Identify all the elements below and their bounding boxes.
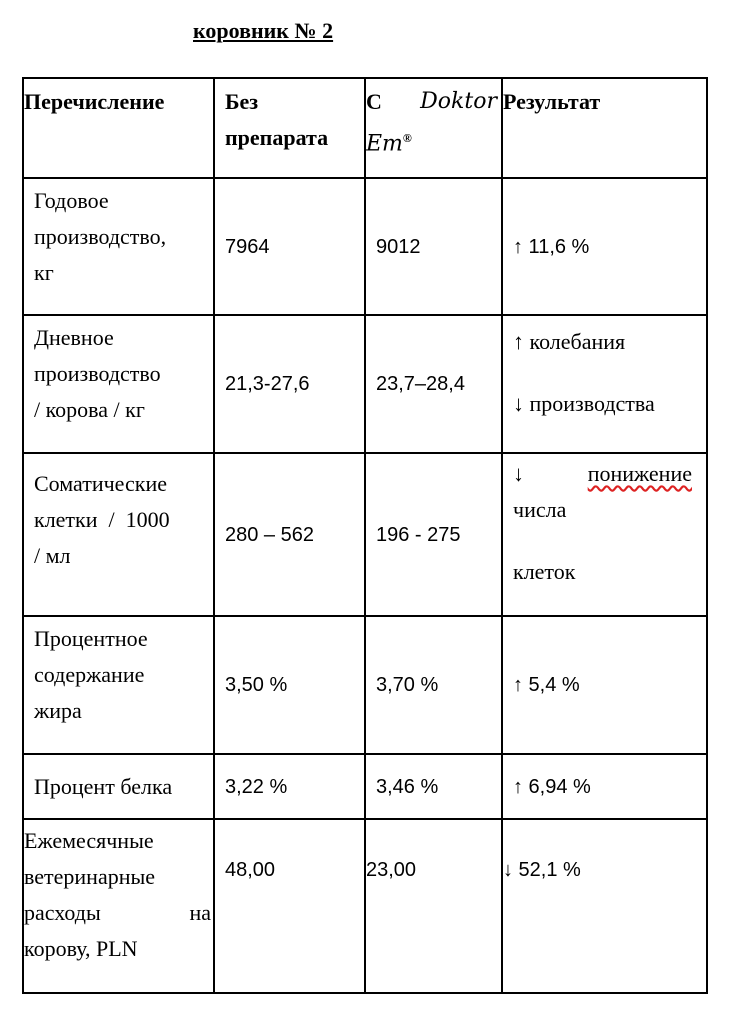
result-line: числа — [513, 497, 567, 522]
header-line — [366, 84, 501, 120]
header-cell-result — [502, 78, 707, 178]
row-label — [23, 453, 214, 616]
header-cell-with — [365, 78, 502, 178]
header-cell-without — [214, 78, 365, 178]
header-label: препарата — [225, 125, 329, 150]
value-without: 7964 — [214, 178, 365, 315]
result-line: ↑ колебания — [513, 329, 626, 354]
value-without: 21,3-27,6 — [214, 315, 365, 453]
label-line: клетки / 1000 — [34, 507, 170, 532]
row-label — [23, 819, 214, 993]
brand-name: Em — [366, 131, 403, 157]
result-cell: ↑ 6,94 % — [502, 754, 707, 819]
header-label: С — [366, 89, 382, 114]
row-label — [23, 315, 214, 453]
header-label: Результат — [503, 89, 601, 114]
table-row — [23, 616, 707, 754]
label-line: кг — [34, 260, 54, 285]
header-label: Без — [225, 89, 259, 114]
result-cell: ↑ 5,4 % — [502, 616, 707, 754]
value-with: 196 - 275 — [365, 453, 502, 616]
header-line — [366, 120, 501, 162]
row-label — [23, 754, 214, 819]
label-line: корову, PLN — [24, 936, 138, 961]
table-row — [23, 315, 707, 453]
value-with: 3,70 % — [365, 616, 502, 754]
down-arrow-icon: ↓ — [513, 461, 524, 486]
label-line: Соматические — [34, 471, 167, 496]
header-label: Перечисление — [24, 89, 165, 114]
header-cell-enumeration — [23, 78, 214, 178]
table-row — [23, 178, 707, 315]
label-line: производство, — [34, 224, 167, 249]
brand-name: Doktor — [420, 89, 497, 114]
value-with: 3,46 % — [365, 754, 502, 819]
result-line — [513, 456, 706, 492]
result-line: клеток — [513, 559, 576, 584]
result-cell — [502, 315, 707, 453]
row-label — [23, 616, 214, 754]
value-without: 48,00 — [214, 819, 365, 993]
result-word: понижение — [587, 461, 692, 486]
value-without: 3,22 % — [214, 754, 365, 819]
label-line: / корова / кг — [34, 397, 145, 422]
label-line: Процент белка — [34, 773, 173, 799]
label-line: Дневное — [34, 325, 114, 350]
label-word: на — [189, 900, 211, 925]
label-line: Ежемесячные — [24, 828, 154, 853]
registered-mark: ® — [402, 131, 412, 145]
table-row — [23, 754, 707, 819]
value-without: 280 – 562 — [214, 453, 365, 616]
value-with: 23,7–28,4 — [365, 315, 502, 453]
table-header-row — [23, 78, 707, 178]
row-label — [23, 178, 214, 315]
result-cell: ↓ 52,1 % — [502, 819, 707, 993]
label-line: Годовое — [34, 188, 109, 213]
value-with: 9012 — [365, 178, 502, 315]
label-line: содержание — [34, 662, 145, 687]
comparison-table — [22, 77, 708, 994]
label-line: Процентное — [34, 626, 148, 651]
label-line: ветеринарные — [24, 864, 156, 889]
value-without: 3,50 % — [214, 616, 365, 754]
value-with: 23,00 — [365, 819, 502, 993]
result-line: ↓ производства — [513, 391, 655, 416]
table-row — [23, 819, 707, 993]
table-row — [23, 453, 707, 616]
label-word: расходы — [24, 900, 101, 925]
result-cell: ↑ 11,6 % — [502, 178, 707, 315]
result-cell — [502, 453, 707, 616]
label-line — [24, 895, 213, 931]
label-line: жира — [34, 698, 82, 723]
label-line: производство — [34, 361, 161, 386]
page-title: коровник № 2 — [193, 18, 334, 43]
label-line: / мл — [34, 543, 71, 568]
